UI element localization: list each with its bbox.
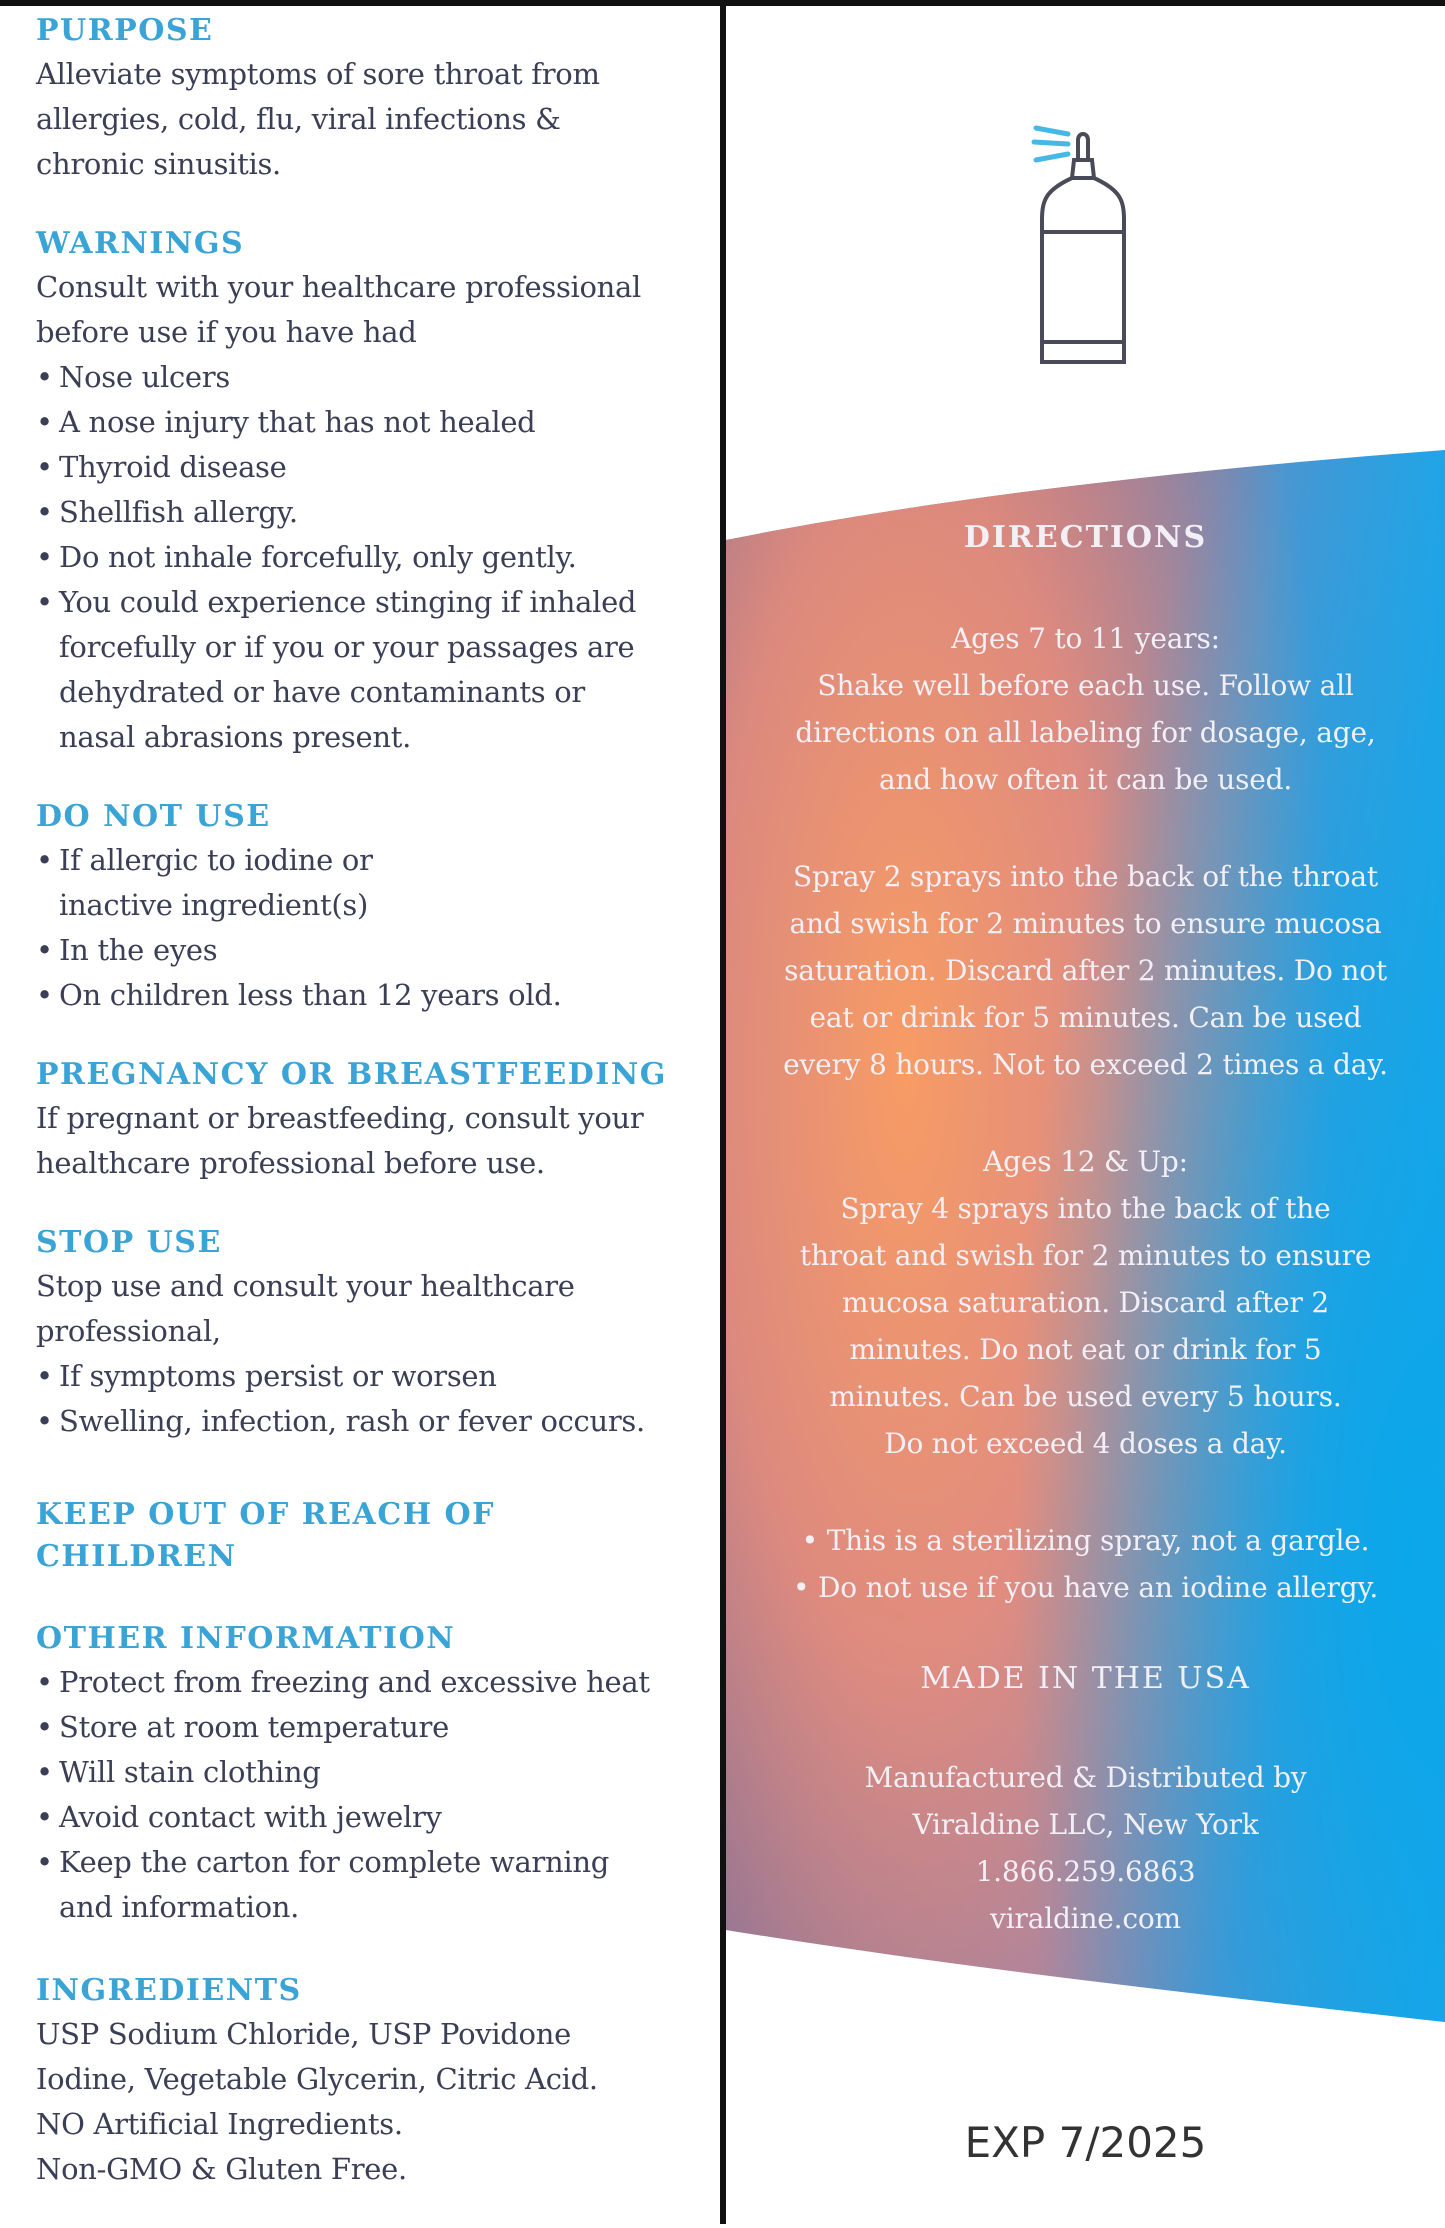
list-item: • Store at room temperature [36,1705,686,1750]
notes-block [726,1517,1445,1611]
pregnancy-line: If pregnant or breastfeeding, consult your [36,1101,644,1135]
list-item: • If symptoms persist or worsen [36,1354,686,1399]
list-item: • Keep the carton for complete warning and information. [36,1840,686,1930]
left-panel [36,10,686,2228]
ages-12-up-block [726,1138,1445,1467]
spray-2-block [726,853,1445,1088]
do-not-use-title: DO NOT USE [36,799,271,834]
list-item: • Shellfish allergy. [36,490,686,535]
ingredients-section [36,1970,686,2192]
list-item: • Thyroid disease [36,445,686,490]
warnings-intro [36,265,686,355]
purpose-title: PURPOSE [36,13,214,48]
direction-line: minutes. Do not eat or drink for 5 [849,1333,1322,1366]
purpose-line: Alleviate symptoms of sore throat from [36,57,600,91]
list-item: • Do not inhale forcefully, only gently. [36,535,686,580]
list-item: • In the eyes [36,928,686,973]
pregnancy-title: PREGNANCY OR BREASTFEEDING [36,1057,667,1092]
do-not-use-list [36,838,686,1018]
direction-line: Do not exceed 4 doses a day. [884,1427,1287,1460]
warnings-intro-line: before use if you have had [36,315,417,349]
purpose-text [36,52,686,187]
made-in-usa: MADE IN THE USA [920,1661,1251,1696]
list-item: • A nose injury that has not healed [36,400,686,445]
direction-line: saturation. Discard after 2 minutes. Do not [784,954,1387,987]
other-info-title: OTHER INFORMATION [36,1621,456,1656]
list-item: • You could experience stinging if inhaled forcefully or if you or your passages are dehydrated or have contaminants or nasal abrasions present. [36,580,686,760]
direction-line: Spray 2 sprays into the back of the throat [793,860,1378,893]
manufacturer-line: Viraldine LLC, New York [912,1808,1259,1841]
website: viraldine.com [990,1902,1181,1935]
phone-number: 1.866.259.6863 [975,1855,1196,1888]
direction-line: throat and swish for 2 minutes to ensure [799,1239,1372,1272]
direction-line: and swish for 2 minutes to ensure mucosa [789,907,1382,940]
direction-line: Shake well before each use. Follow all [817,669,1354,702]
stop-use-section [36,1222,686,1444]
pregnancy-text [36,1096,686,1186]
keep-out-title: KEEP OUT OF REACH OF CHILDREN [36,1497,495,1574]
warnings-intro-line: Consult with your healthcare professional [36,270,642,304]
list-item: • Will stain clothing [36,1750,686,1795]
list-item: • If allergic to iodine or inactive ingredient(s) [36,838,686,928]
spray-bottle-icon [1026,120,1146,370]
ingredients-line: Iodine, Vegetable Glycerin, Citric Acid. [36,2062,598,2096]
right-panel [726,0,1445,2224]
purpose-section [36,10,686,187]
direction-line: directions on all labeling for dosage, age, [795,716,1376,749]
ages-7-11-block [726,615,1445,803]
direction-line: and how often it can be used. [878,763,1293,796]
purpose-line: allergies, cold, flu, viral infections & [36,102,561,136]
list-item: • Swelling, infection, rash or fever occurs. [36,1399,686,1444]
stop-use-intro [36,1264,686,1354]
do-not-use-section [36,796,686,1018]
pregnancy-line: healthcare professional before use. [36,1146,545,1180]
ages-7-11-heading: Ages 7 to 11 years: [951,622,1220,655]
keep-out-section [36,1494,686,1578]
ingredients-text [36,2012,686,2192]
stop-use-list [36,1354,686,1444]
ingredients-title: INGREDIENTS [36,1973,302,2008]
direction-line: eat or drink for 5 minutes. Can be used [809,1001,1362,1034]
direction-line: every 8 hours. Not to exceed 2 times a day. [783,1048,1388,1081]
directions-title: DIRECTIONS [963,520,1208,555]
stop-use-intro-line: Stop use and consult your healthcare [36,1269,575,1303]
expiry-date: EXP 7/2025 [964,2118,1207,2167]
ingredients-line: USP Sodium Chloride, USP Povidone [36,2017,571,2051]
list-item: • Nose ulcers [36,355,686,400]
note-line: • Do not use if you have an iodine allergy. [792,1571,1379,1604]
list-item: • Protect from freezing and excessive heat [36,1660,686,1705]
other-info-section [36,1618,686,1930]
direction-line: Spray 4 sprays into the back of the [840,1192,1331,1225]
manufacturer-block [726,1754,1445,1942]
ages-12-up-heading: Ages 12 & Up: [983,1145,1188,1178]
purpose-line: chronic sinusitis. [36,147,281,181]
list-item: • On children less than 12 years old. [36,973,686,1018]
warnings-list [36,355,686,760]
pregnancy-section [36,1054,686,1186]
list-item: • Avoid contact with jewelry [36,1795,686,1840]
ingredients-line: Non-GMO & Gluten Free. [36,2152,407,2186]
direction-line: mucosa saturation. Discard after 2 [842,1286,1329,1319]
stop-use-title: STOP USE [36,1225,222,1260]
other-info-list [36,1660,686,1930]
directions-section [726,520,1445,1992]
manufacturer-line: Manufactured & Distributed by [864,1761,1307,1794]
warnings-section [36,223,686,760]
direction-line: minutes. Can be used every 5 hours. [829,1380,1342,1413]
ingredients-line: NO Artificial Ingredients. [36,2107,403,2141]
stop-use-intro-line: professional, [36,1314,221,1348]
warnings-title: WARNINGS [36,226,245,261]
note-line: • This is a sterilizing spray, not a gargle. [801,1524,1370,1557]
